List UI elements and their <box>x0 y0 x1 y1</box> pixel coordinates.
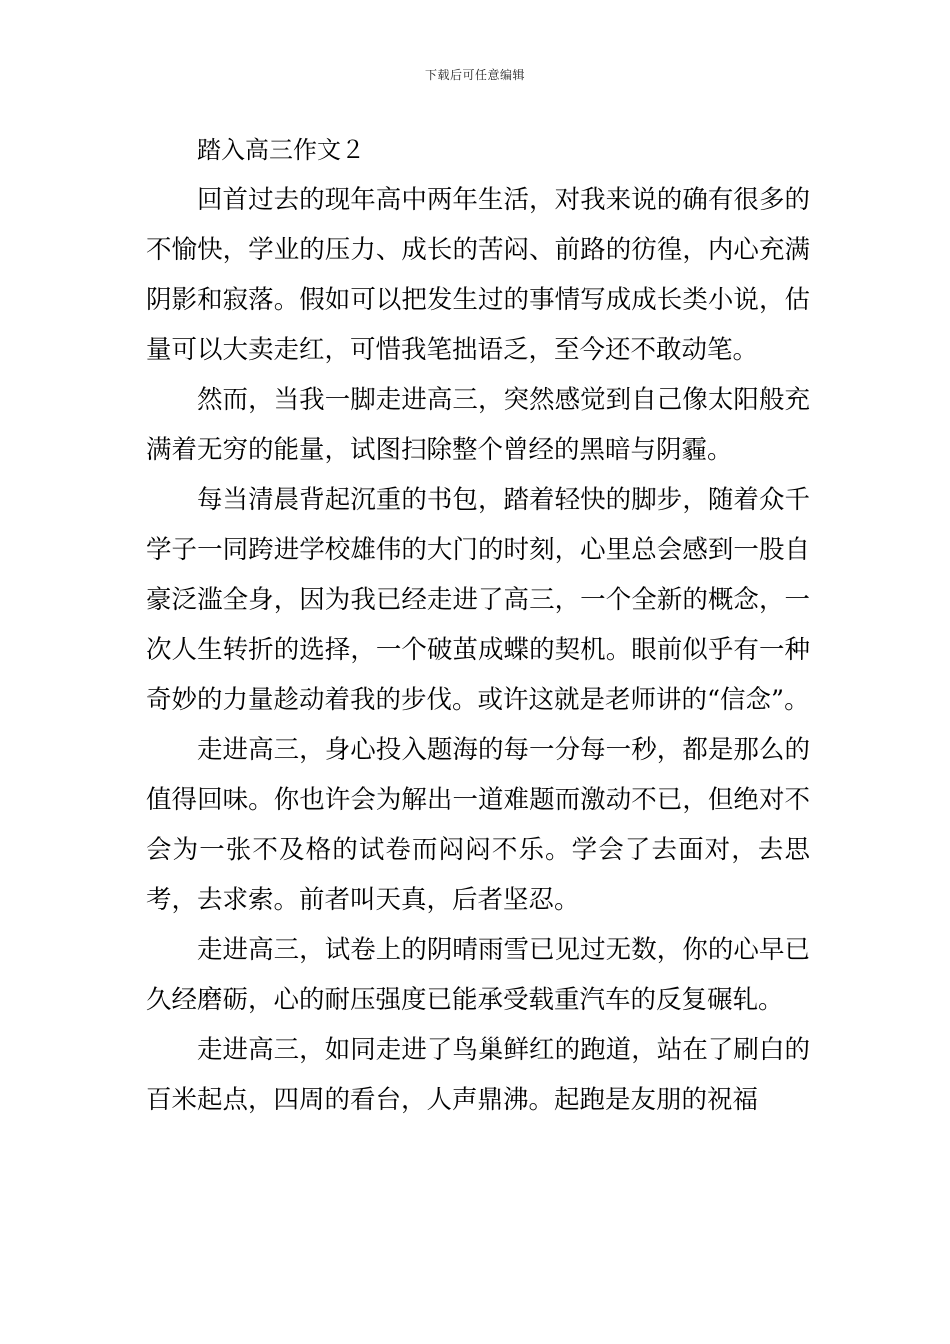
paragraph-6: 走进高三，如同走进了鸟巢鲜红的跑道，站在了刷白的百米起点，四周的看台，人声鼎沸。起跑是友朋的祝福 <box>146 1035 810 1115</box>
paragraph-1: 回首过去的现年高中两年生活，对我来说的确有很多的不愉快，学业的压力、成长的苦闷、前路的彷徨，内心充满阴影和寂落。假如可以把发生过的事情写成成长类小说，估量可以大卖走红，可惜我笔拙语乏，至今还不敢动笔。 <box>146 185 810 365</box>
paragraph-5: 走进高三，试卷上的阴晴雨雪已见过无数，你的心早已久经磨砺，心的耐压强度已能承受载重汽车的反复碾轧。 <box>146 935 810 1015</box>
paragraph-3: 每当清晨背起沉重的书包，踏着轻快的脚步，随着众千学子一同跨进学校雄伟的大门的时刻，心里总会感到一股自豪泛滥全身，因为我已经走进了高三，一个全新的概念，一次人生转折的选择，一个破茧成蝶的契机。眼前似乎有一种奇妙的力量趁动着我的步伐。或许这就是老师讲的“信念”。 <box>146 485 810 715</box>
paragraph-4: 走进高三，身心投入题海的每一分每一秒，都是那么的值得回味。你也许会为解出一道难题而激动不已，但绝对不会为一张不及格的试卷而闷闷不乐。学会了去面对，去思考，去求索。前者叫天真，后者坚忍。 <box>146 735 810 915</box>
essay-body <box>146 175 810 1125</box>
essay-title: 踏入高三作文２ <box>197 136 365 164</box>
page-header-note: 下载后可任意编辑 <box>424 68 525 82</box>
paragraph-2: 然而，当我一脚走进高三，突然感觉到自己像太阳般充满着无穷的能量，试图扫除整个曾经的黑暗与阴霾。 <box>146 385 810 465</box>
